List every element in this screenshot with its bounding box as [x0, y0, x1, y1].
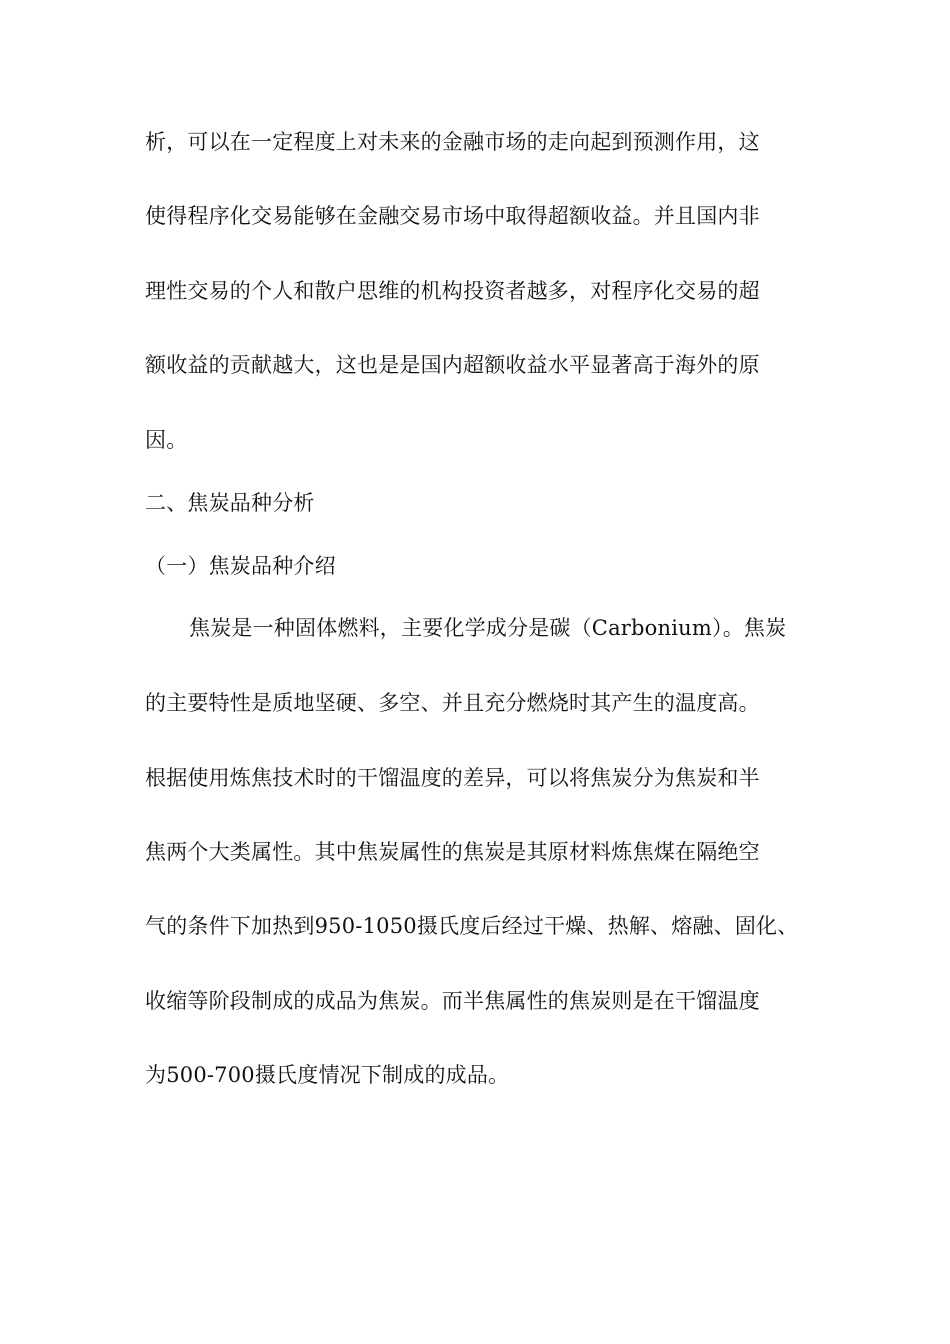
paragraph-line: 的主要特性是质地坚硬、多空、并且充分燃烧时其产生的温度高。 [145, 691, 760, 715]
paragraph-line: 理性交易的个人和散户思维的机构投资者越多，对程序化交易的超 [145, 279, 760, 303]
paragraph-line: 使得程序化交易能够在金融交易市场中取得超额收益。并且国内非 [145, 204, 760, 228]
paragraph-line: 为500-700摄氏度情况下制成的成品。 [145, 1063, 510, 1087]
section-heading: 二、焦炭品种分析 [145, 491, 315, 515]
paragraph-line: 焦炭是一种固体燃料，主要化学成分是碳（Carbonium）。焦炭 [189, 616, 787, 640]
paragraph-line: 因。 [145, 428, 188, 452]
paragraph-line: 额收益的贡献越大，这也是是国内超额收益水平显著高于海外的原 [145, 353, 760, 377]
paragraph-line: 析，可以在一定程度上对未来的金融市场的走向起到预测作用，这 [145, 130, 760, 154]
paragraph-line: 焦两个大类属性。其中焦炭属性的焦炭是其原材料炼焦煤在隔绝空 [145, 840, 760, 864]
paragraph-line: 收缩等阶段制成的成品为焦炭。而半焦属性的焦炭则是在干馏温度 [145, 989, 760, 1013]
subsection-heading: （一）焦炭品种介绍 [145, 554, 336, 578]
paragraph-line: 气的条件下加热到950-1050摄氏度后经过干燥、热解、熔融、固化、 [145, 914, 799, 938]
paragraph-line: 根据使用炼焦技术时的干馏温度的差异，可以将焦炭分为焦炭和半 [145, 766, 760, 790]
